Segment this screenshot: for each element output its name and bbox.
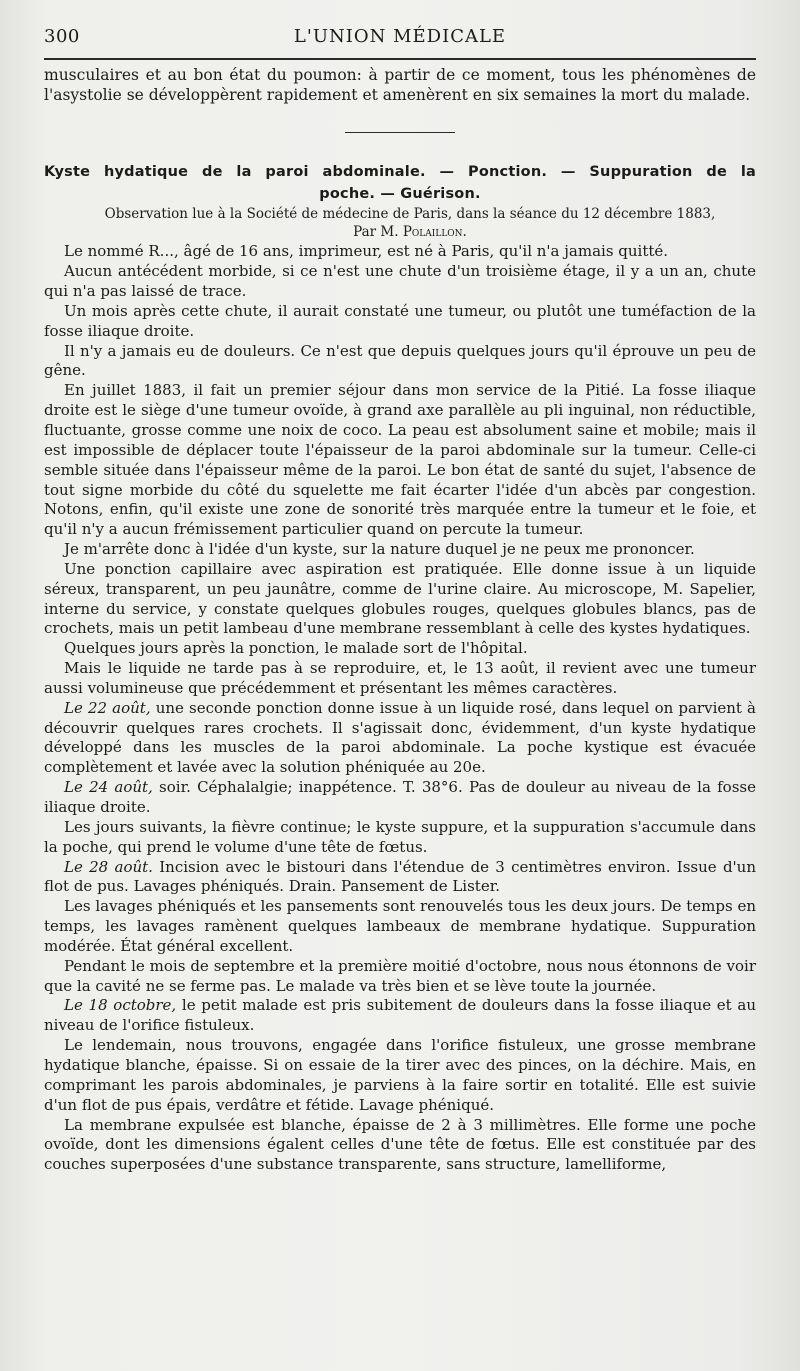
article-title-line-1: Kyste hydatique de la paroi abdominale. — Ponction. — Suppuration de la [44, 163, 756, 180]
paragraph-text: Aucun antécédent morbide, si ce n'est une chute d'un troisième étage, il y a un an, chute qui n'a pas laissé de trace. [44, 262, 756, 301]
paragraph-text: Incision avec le bistouri dans l'étendue de 3 centimètres environ. Issue d'un flot de pus. Lavages phéniqués. Drain. Pansement de Lister. [44, 857, 756, 896]
article-paragraph [44, 262, 756, 302]
byline-prefix: Par M. [353, 223, 399, 240]
paragraph-text: soir. Céphalalgie; inappétence. T. 38°6. Pas de douleur au niveau de la fosse iliaque droite. [44, 778, 756, 817]
article-paragraph [44, 242, 756, 262]
article-paragraph [44, 639, 756, 659]
paragraph-text: En juillet 1883, il fait un premier séjour dans mon service de la Pitié. La fosse iliaque droite est le siège d'une tumeur ovoïde, à grand axe parallèle au pli inguinal, non réductible, fluctuante, grosse comme une noix de coco. La peau est absolument saine et mobile; mais il est impossible de déplacer toute l'épaisseur de la paroi abdominale sur la tumeur. Celle-ci semble située dans l'épaisseur même de la paroi. Le bon état de santé du sujet, l'absence de tout signe morbide du côté du squelette me fait écarter l'idée d'un abcès par congestion. Notons, enfin, qu'il existe une zone de sonorité très marquée entre la tumeur et le foie, et qu'il n'y a aucun frémissement particulier quand on percute la tumeur. [44, 381, 756, 539]
page-header [44, 26, 756, 52]
article-paragraph [44, 897, 756, 957]
paragraph-text: le petit malade est pris subitement de douleurs dans la fosse iliaque et au niveau de l'orifice fistuleux. [44, 996, 756, 1035]
article-paragraph [44, 818, 756, 858]
paragraph-text: Le nommé R..., âgé de 16 ans, imprimeur, est né à Paris, qu'il n'a jamais quitté. [64, 242, 669, 261]
article-paragraph [44, 381, 756, 540]
page-body [44, 66, 756, 1175]
intro-paragraph: musculaires et au bon état du poumon: à partir de ce moment, tous les phénomènes de l'asystolie se développèrent rapidement et amenèrent en six semaines la mort du malade. [44, 66, 756, 104]
paragraph-text: Une ponction capillaire avec aspiration est pratiquée. Elle donne issue à un liquide séreux, transparent, un peu jaunâtre, comme de l'urine claire. Au microscope, M. Sapelier, interne du service, y constate quelques globules rouges, quelques globules blancs, pas de crochets, mais un petit lambeau d'une membrane ressemblant à celle des kystes hydatiques. [44, 559, 756, 638]
paragraph-date: Le 18 octobre, [64, 996, 177, 1015]
article-paragraph [44, 659, 756, 699]
article-paragraph [44, 1116, 756, 1176]
paragraph-date: Le 22 août, [64, 698, 151, 717]
section-separator [345, 132, 455, 133]
observation-note: Observation lue à la Société de médecine de Paris, dans la séance du 12 décembre 1883, [104, 205, 716, 222]
page-number: 300 [44, 26, 80, 47]
paragraph-text: Le lendemain, nous trouvons, engagée dans l'orifice fistuleux, une grosse membrane hydatique blanche, épaisse. Si on essaie de la tirer avec des pinces, on la déchire. Mais, en comprimant les parois abdominales, je parviens à la faire sortir en totalité. Elle est suivie d'un flot de pus épais, verdâtre et fétide. Lavage phéniqué. [44, 1036, 756, 1114]
article-paragraph [44, 560, 756, 639]
article-paragraph [44, 996, 756, 1036]
article-title-line-2: poche. — Guérison. [319, 185, 481, 202]
article-paragraph [44, 342, 756, 382]
paragraph-text: Les lavages phéniqués et les pansements sont renouvelés tous les deux jours. De temps en temps, les lavages ramènent quelques lambeaux de membrane hydatique. Suppuration modérée. État général excellent. [44, 897, 756, 955]
article-paragraph [44, 699, 756, 778]
paragraph-text: Pendant le mois de septembre et la première moitié d'octobre, nous nous étonnons de voir que la cavité ne se ferme pas. Le malade va très bien et se lève toute la journée. [44, 956, 756, 995]
paragraph-text: Quelques jours après la ponction, le malade sort de l'hôpital. [64, 639, 528, 658]
running-title: L'UNION MÉDICALE [293, 26, 507, 47]
paragraph-text: Un mois après cette chute, il aurait constaté une tumeur, ou plutôt une tuméfaction de la fosse iliaque droite. [44, 301, 756, 340]
article-paragraph [44, 1036, 756, 1115]
article-paragraph [44, 858, 756, 898]
paragraph-text: La membrane expulsée est blanche, épaisse de 2 à 3 millimètres. Elle forme une poche ovoïde, dont les dimensions égalent celles d'une tête de fœtus. Elle est constituée par des couches superposées d'une substance transparente, sans structure, lamelliforme, [44, 1115, 756, 1174]
paragraph-text: Il n'y a jamais eu de douleurs. Ce n'est que depuis quelques jours qu'il éprouve un peu de gêne. [44, 341, 756, 380]
header-rule [44, 58, 756, 60]
paragraph-text: Mais le liquide ne tarde pas à se reproduire, et, le 13 août, il revient avec une tumeur aussi volumineuse que précédemment et présentant les mêmes caractères. [44, 659, 756, 697]
paragraph-date: Le 24 août, [64, 778, 153, 797]
paragraph-text: une seconde ponction donne issue à un liquide rosé, dans lequel on parvient à découvrir quelques rares crochets. Il s'agissait donc, évidemment, d'un kyste hydatique développé dans les muscles de la paroi abdominale. La poche kystique est évacuée complètement et lavée avec la solution phéniquée au 20e. [44, 698, 756, 777]
paragraph-text: Les jours suivants, la fièvre continue; le kyste suppure, et la suppuration s'accumule dans la poche, qui prend le volume d'une tête de fœtus. [44, 817, 756, 856]
article-paragraph [44, 957, 756, 997]
article-paragraph [44, 540, 756, 560]
paragraph-date: Le 28 août. [64, 857, 153, 876]
article-paragraph [44, 302, 756, 342]
byline-author: Polaillon. [402, 223, 467, 240]
article-title [44, 161, 756, 205]
byline [44, 223, 756, 243]
paragraph-text: Je m'arrête donc à l'idée d'un kyste, sur la nature duquel je ne peux me prononcer. [64, 540, 695, 559]
article-paragraph [44, 778, 756, 818]
article-text [44, 242, 756, 1175]
